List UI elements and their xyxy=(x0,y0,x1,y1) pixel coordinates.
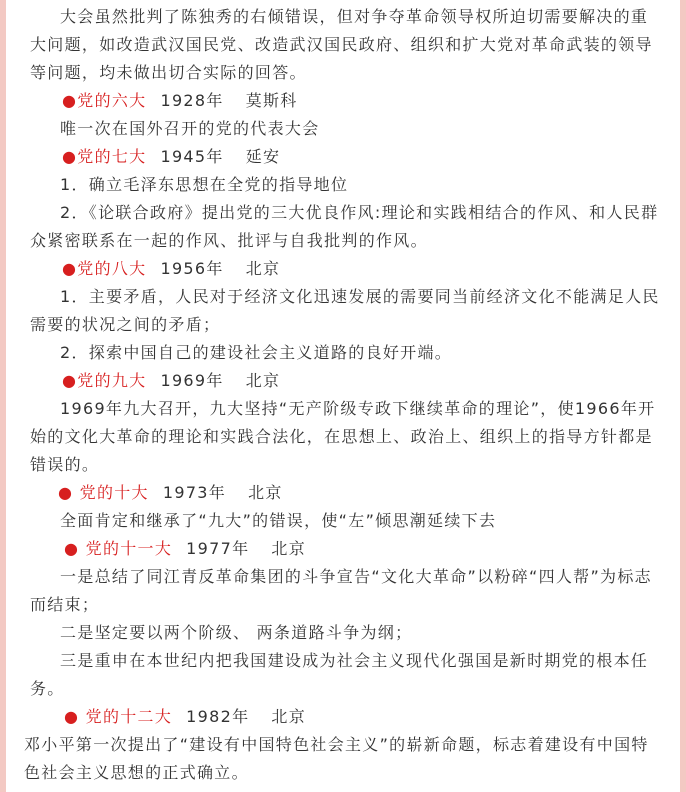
congress-place: 北京 xyxy=(245,259,281,278)
congress-heading-9 xyxy=(30,367,660,395)
congress-place: 莫斯科 xyxy=(245,91,298,110)
congress-place: 北京 xyxy=(271,539,306,558)
article-body xyxy=(24,3,660,787)
bullet-icon: ● xyxy=(64,707,80,726)
congress-9-paragraph-1: 1969年九大召开，九大坚持“无产阶级专政下继续革命的理论”，使1966年开始的文化大革命的理论和实践合法化，在思想上、政治上、组织上的指导方针都是错误的。 xyxy=(30,399,656,474)
bullet-icon: ● xyxy=(64,539,80,558)
congress-name: 党的十一大 xyxy=(85,539,173,558)
congress-name: 党的十大 xyxy=(79,483,149,502)
congress-year: 1956年 xyxy=(160,259,224,278)
intro-paragraph: 大会虽然批判了陈独秀的右倾错误，但对争夺革命领导权所迫切需要解决的重大问题，如改造武汉国民党、改造武汉国民政府、组织和扩大党对革命武装的领导等问题，均未做出切合实际的回答。 xyxy=(30,7,653,82)
congress-8-paragraph-1: 1．主要矛盾，人民对于经济文化迅速发展的需要同当前经济文化不能满足人民需要的状况之间的矛盾； xyxy=(30,287,660,334)
congress-11-paragraph-1: 一是总结了同江青反革命集团的斗争宣告“文化大革命”以粉碎“四人帮”为标志而结束； xyxy=(30,567,652,614)
congress-name: 党的八大 xyxy=(77,259,147,278)
congress-place: 延安 xyxy=(245,147,281,166)
bullet-icon: ● xyxy=(62,147,78,166)
congress-year: 1977年 xyxy=(186,539,250,558)
congress-place: 北京 xyxy=(245,371,281,390)
congress-place: 北京 xyxy=(271,707,306,726)
congress-year: 1945年 xyxy=(160,147,224,166)
congress-year: 1928年 xyxy=(160,91,224,110)
congress-7-paragraph-1: 1．确立毛泽东思想在全党的指导地位 xyxy=(60,175,349,194)
congress-year: 1982年 xyxy=(186,707,250,726)
congress-year: 1973年 xyxy=(162,483,227,502)
congress-name: 党的六大 xyxy=(77,91,147,110)
congress-heading-12 xyxy=(30,703,660,731)
page-right-border xyxy=(680,0,686,792)
bullet-icon: ● xyxy=(62,371,78,390)
page-left-border xyxy=(0,0,6,792)
congress-place: 北京 xyxy=(248,483,283,502)
congress-heading-8 xyxy=(30,255,660,283)
congress-heading-10 xyxy=(30,479,660,507)
congress-name: 党的九大 xyxy=(77,371,147,390)
congress-8-paragraph-2: 2．探索中国自己的建设社会主义道路的良好开端。 xyxy=(60,343,453,362)
bullet-icon: ● xyxy=(62,91,78,110)
congress-heading-7 xyxy=(30,143,660,171)
congress-6-paragraph-1: 唯一次在国外召开的党的代表大会 xyxy=(60,119,320,138)
congress-heading-11 xyxy=(30,535,660,563)
congress-7-paragraph-2: 2．《论联合政府》提出党的三大优良作风:理论和实践相结合的作风、和人民群众紧密联系在一起的作风、批评与自我批判的作风。 xyxy=(30,203,659,250)
congress-heading-6 xyxy=(30,87,660,115)
congress-name: 党的十二大 xyxy=(85,707,173,726)
congress-name: 党的七大 xyxy=(77,147,147,166)
congress-year: 1969年 xyxy=(160,371,224,390)
congress-12-paragraph-1: 邓小平第一次提出了“建设有中国特色社会主义”的崭新命题，标志着建设有中国特色社会主义思想的正式确立。 xyxy=(24,735,649,782)
bullet-icon: ● xyxy=(62,259,78,278)
congress-11-paragraph-2: 二是坚定要以两个阶级、 两条道路斗争为纲； xyxy=(60,623,413,642)
congress-11-paragraph-3: 三是重申在本世纪内把我国建设成为社会主义现代化强国是新时期党的根本任务。 xyxy=(30,651,649,698)
congress-10-paragraph-1: 全面肯定和继承了“九大”的错误，使“左”倾思潮延续下去 xyxy=(60,511,497,530)
bullet-icon: ● xyxy=(58,483,74,502)
